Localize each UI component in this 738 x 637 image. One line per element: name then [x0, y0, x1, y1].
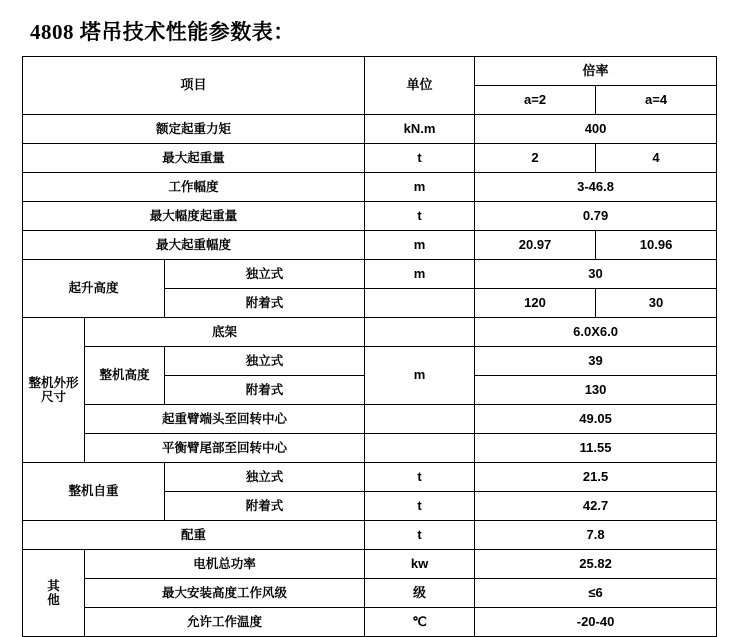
- group-label-others: [23, 550, 85, 637]
- row-value: 400: [475, 115, 717, 144]
- row-value-a2: 20.97: [475, 231, 596, 260]
- row-label: 最大幅度起重量: [23, 202, 365, 231]
- group-label-others-line1: 其: [47, 578, 60, 593]
- row-unit: t: [365, 144, 475, 173]
- row-label: 最大起重量: [23, 144, 365, 173]
- row-value: 25.82: [475, 550, 717, 579]
- row-unit: ℃: [365, 608, 475, 637]
- table-row: [23, 115, 717, 144]
- row-unit: t: [365, 492, 475, 521]
- row-label: 最大安装高度工作风级: [85, 579, 365, 608]
- row-label: 附着式: [165, 492, 365, 521]
- row-value: 6.0X6.0: [475, 318, 717, 347]
- row-label: 起重臂端头至回转中心: [85, 405, 365, 434]
- table-row: [23, 434, 717, 463]
- row-label: 最大起重幅度: [23, 231, 365, 260]
- header-item-label: 项目: [23, 57, 365, 115]
- group-label-dimensions-line2: 尺寸: [40, 390, 66, 404]
- row-label: 允许工作温度: [85, 608, 365, 637]
- row-value: 11.55: [475, 434, 717, 463]
- table-row: [23, 231, 717, 260]
- row-label: 附着式: [165, 289, 365, 318]
- row-label: 独立式: [165, 463, 365, 492]
- row-value: 130: [475, 376, 717, 405]
- row-value-a2: 2: [475, 144, 596, 173]
- row-label: 独立式: [165, 347, 365, 376]
- page-title: 4808 塔吊技术性能参数表：: [30, 20, 295, 44]
- row-unit: t: [365, 521, 475, 550]
- table-row: [23, 608, 717, 637]
- group-label-machine-height: 整机高度: [85, 347, 165, 405]
- row-label: 工作幅度: [23, 173, 365, 202]
- header-ratio-label: 倍率: [475, 57, 717, 86]
- row-value: 7.8: [475, 521, 717, 550]
- spec-table: [22, 56, 717, 637]
- row-unit: t: [365, 202, 475, 231]
- row-unit-empty: [365, 405, 475, 434]
- row-unit: m: [365, 231, 475, 260]
- row-unit: kw: [365, 550, 475, 579]
- table-row: [23, 463, 717, 492]
- group-label-dimensions: [23, 318, 85, 463]
- row-label: 配重: [23, 521, 365, 550]
- row-label: 附着式: [165, 376, 365, 405]
- row-unit-empty: [365, 434, 475, 463]
- row-value: ≤6: [475, 579, 717, 608]
- row-value-a2: 120: [475, 289, 596, 318]
- group-label-dimensions-line1: 整机外形: [28, 375, 79, 390]
- row-label: 底架: [85, 318, 365, 347]
- table-header-row-1: [23, 57, 717, 86]
- table-row: [23, 347, 717, 376]
- header-unit-label: 单位: [365, 57, 475, 115]
- row-label: 电机总功率: [85, 550, 365, 579]
- header-ratio-a4: a=4: [596, 86, 717, 115]
- table-row: [23, 550, 717, 579]
- row-label: 额定起重力矩: [23, 115, 365, 144]
- row-unit: kN.m: [365, 115, 475, 144]
- row-value-a4: 4: [596, 144, 717, 173]
- row-unit: 级: [365, 579, 475, 608]
- row-unit-empty: [365, 318, 475, 347]
- table-row: [23, 202, 717, 231]
- group-label-lift-height: 起升高度: [23, 260, 165, 318]
- row-label: 独立式: [165, 260, 365, 289]
- group-label-self-weight: 整机自重: [23, 463, 165, 521]
- table-row: [23, 260, 717, 289]
- table-row: [23, 144, 717, 173]
- row-value: 49.05: [475, 405, 717, 434]
- row-unit: m: [365, 173, 475, 202]
- row-value: 21.5: [475, 463, 717, 492]
- row-value: 3-46.8: [475, 173, 717, 202]
- row-value-a4: 10.96: [596, 231, 717, 260]
- row-unit-empty: [365, 289, 475, 318]
- row-label: 平衡臂尾部至回转中心: [85, 434, 365, 463]
- header-ratio-a2: a=2: [475, 86, 596, 115]
- table-row: [23, 405, 717, 434]
- row-value: 42.7: [475, 492, 717, 521]
- row-value: -20-40: [475, 608, 717, 637]
- group-label-others-line2: 他: [47, 593, 60, 607]
- table-row: [23, 173, 717, 202]
- table-row: [23, 579, 717, 608]
- row-unit: m: [365, 260, 475, 289]
- row-unit: m: [365, 347, 475, 405]
- row-value-a4: 30: [596, 289, 717, 318]
- table-row: [23, 521, 717, 550]
- row-value: 30: [475, 260, 717, 289]
- row-unit: t: [365, 463, 475, 492]
- table-row: [23, 318, 717, 347]
- row-value: 39: [475, 347, 717, 376]
- row-value: 0.79: [475, 202, 717, 231]
